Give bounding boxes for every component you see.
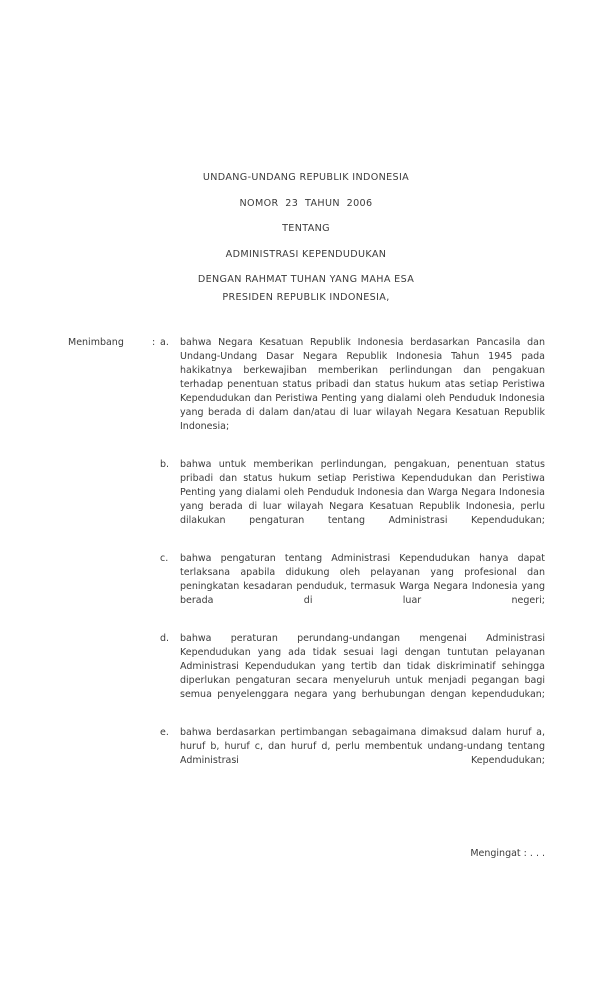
list-item bbox=[160, 726, 545, 782]
continuation-note: Mengingat : . . . bbox=[470, 848, 545, 859]
list-item-marker: d. bbox=[160, 633, 170, 644]
list-item bbox=[160, 336, 545, 448]
considerations-colon: : bbox=[152, 337, 156, 348]
list-item-text: bahwa untuk memberikan perlindungan, pengakuan, penentuan status pribadi dan status hukum setiap Peristiwa Kependudukan dan Peristiwa Penting yang dialami oleh Penduduk Indonesia dan Warga Negara Indonesia yang berada di luar wilayah Negara Kesatuan Republik Indonesia, perlu dilakukan pengaturan tentang Administrasi Kependudukan; bbox=[180, 459, 545, 526]
considerations-section bbox=[0, 336, 612, 782]
list-item-marker: a. bbox=[160, 337, 169, 348]
title-line-tentang: TENTANG bbox=[282, 223, 330, 234]
considerations-list bbox=[160, 336, 612, 782]
list-item-text: bahwa peraturan perundang-undangan mengenai Administrasi Kependudukan yang ada tidak sesuai lagi dengan tuntutan pelayanan Administrasi Kependudukan yang tertib dan tidak diskriminatif sehingga diperlukan pengaturan secara menyeluruh untuk menjadi pegangan bagi semua penyelenggara negara yang berhubungan dengan kependudukan; bbox=[180, 633, 545, 700]
document-title-block bbox=[0, 172, 612, 304]
list-item bbox=[160, 632, 545, 716]
list-item bbox=[160, 458, 545, 542]
list-item-text: bahwa pengaturan tentang Administrasi Kependudukan hanya dapat terlaksana apabila didukung oleh pelayanan yang profesional dan peningkatan kesadaran penduduk, termasuk Warga Negara Indonesia yang berada di luar negeri; bbox=[180, 553, 545, 606]
list-item-marker: c. bbox=[160, 553, 169, 564]
title-line-number: NOMOR 23 TAHUN 2006 bbox=[239, 197, 373, 209]
considerations-label: Menimbang bbox=[68, 337, 124, 348]
list-item-text: bahwa Negara Kesatuan Republik Indonesia berdasarkan Pancasila dan Undang-Undang Dasar Negara Republik Indonesia Tahun 1945 pada hakikatnya berkewajiban memberikan perlindungan dan pengakuan terhadap penentuan status pribadi dan status hukum atas setiap Peristiwa Kependudukan dan Peristiwa Penting yang dialami oleh Penduduk Indonesia yang berada di dalam dan/atau di luar wilayah Negara Kesatuan Republik Indonesia; bbox=[180, 337, 545, 432]
title-line-subject: ADMINISTRASI KEPENDUDUKAN bbox=[225, 248, 387, 260]
list-item bbox=[160, 552, 545, 622]
list-item-marker: e. bbox=[160, 727, 169, 738]
title-line-president: PRESIDEN REPUBLIK INDONESIA, bbox=[222, 292, 390, 303]
list-item-text: bahwa berdasarkan pertimbangan sebagaimana dimaksud dalam huruf a, huruf b, huruf c, dan huruf d, perlu membentuk undang-undang tentang Administrasi Kependudukan; bbox=[180, 727, 545, 766]
title-line-invocation: DENGAN RAHMAT TUHAN YANG MAHA ESA bbox=[197, 274, 415, 285]
considerations-row bbox=[0, 336, 612, 782]
title-line-act-type: UNDANG-UNDANG REPUBLIK INDONESIA bbox=[202, 172, 410, 183]
list-item-marker: b. bbox=[160, 459, 170, 470]
